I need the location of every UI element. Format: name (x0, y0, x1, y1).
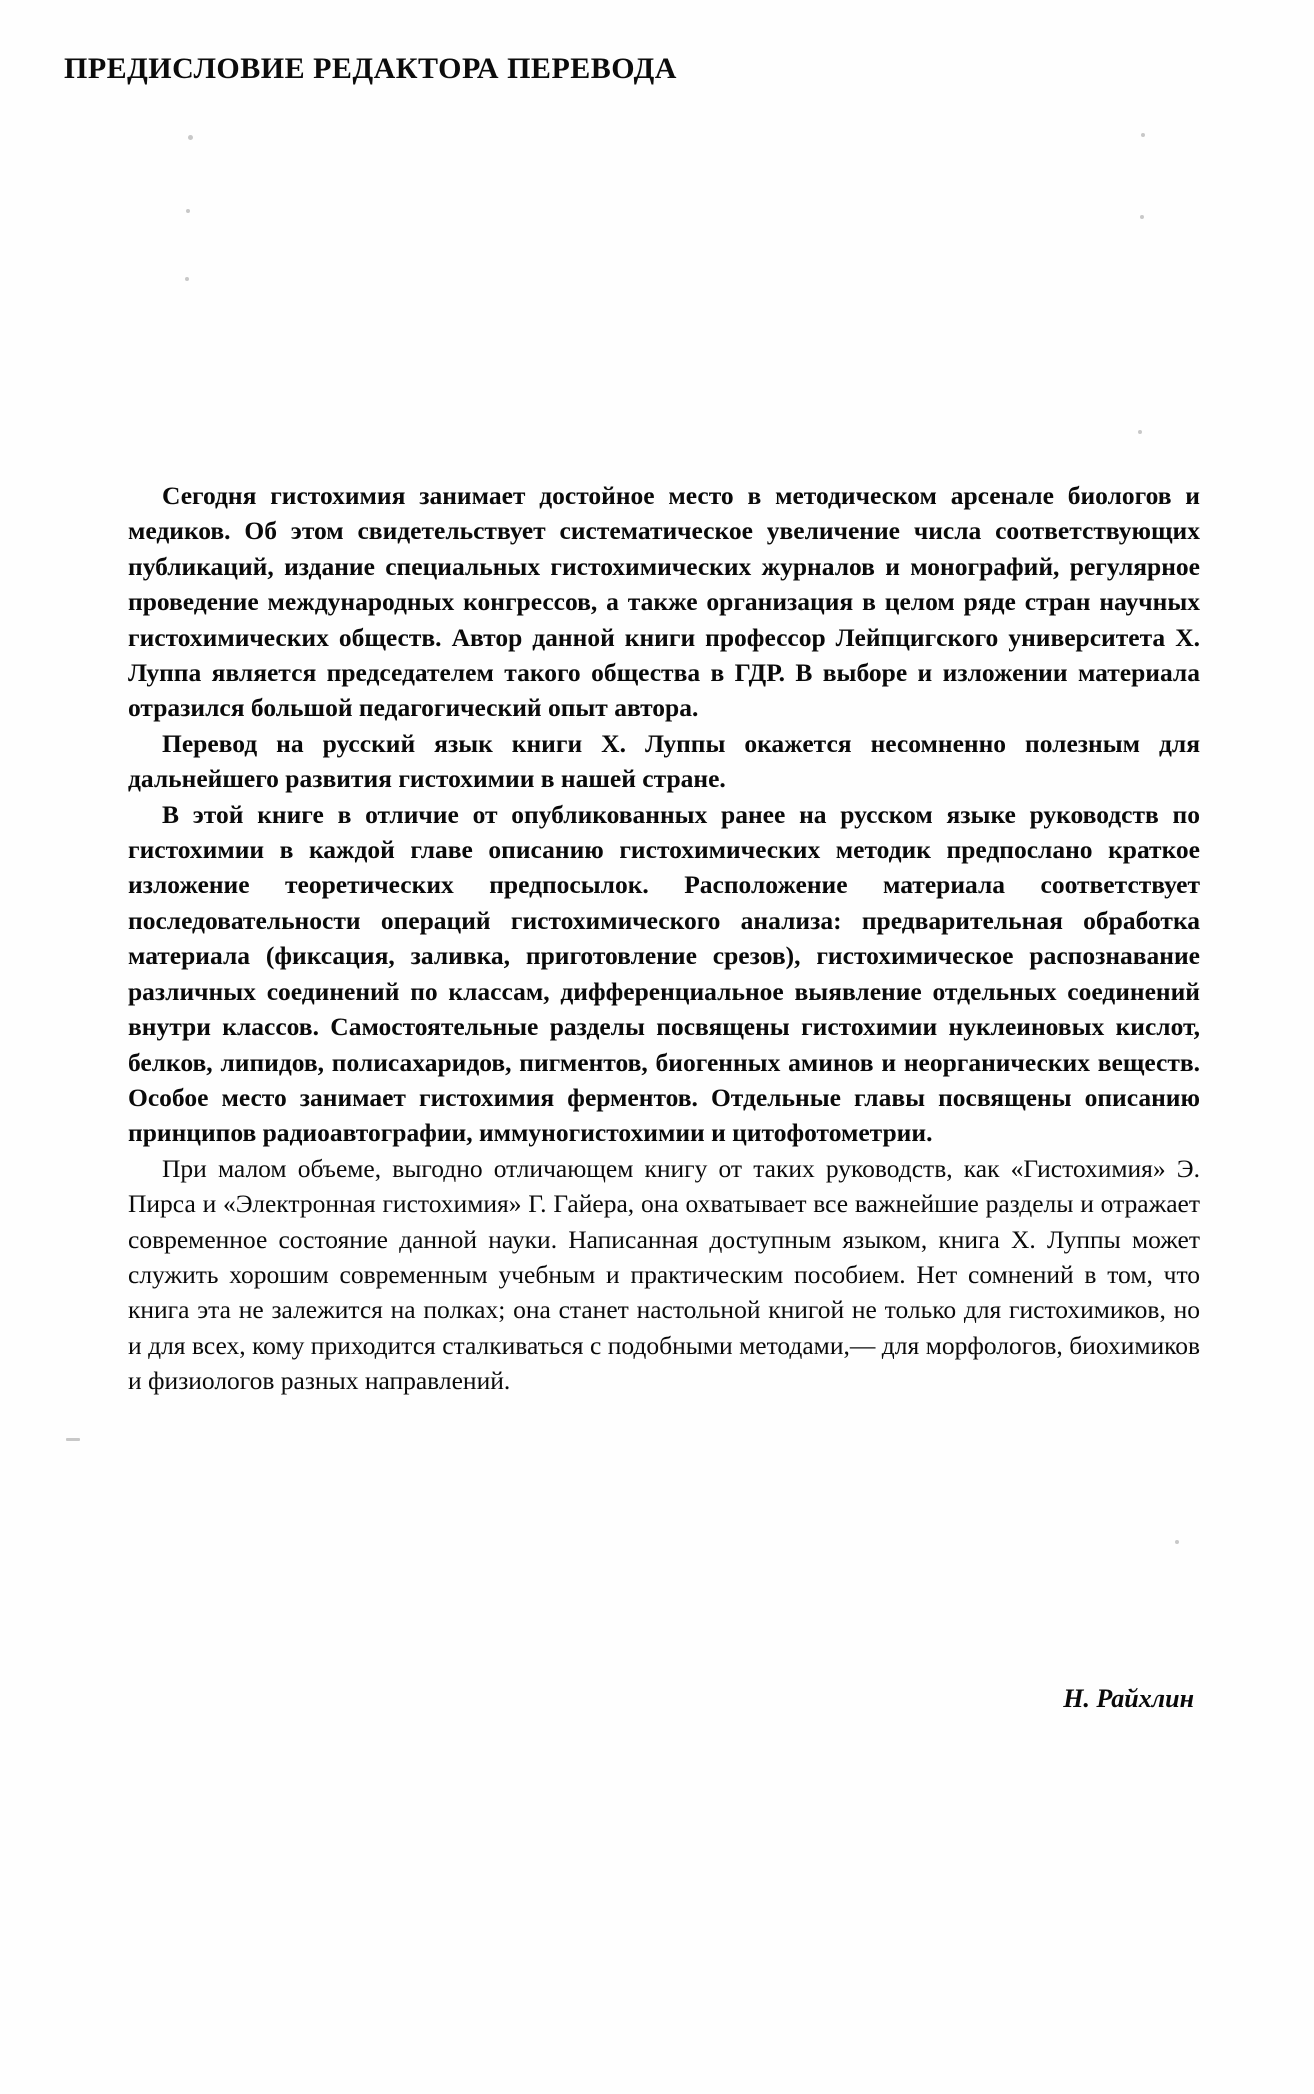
body-text (128, 478, 1200, 1399)
scan-speck-icon (188, 135, 193, 140)
scan-speck-icon (185, 277, 189, 281)
scan-speck-icon (66, 1438, 80, 1441)
scan-speck-icon (1140, 215, 1144, 219)
scan-speck-icon (1175, 1540, 1179, 1544)
signature: Н. Райхлин (1063, 1684, 1194, 1713)
scan-speck-icon (1141, 133, 1145, 137)
paragraph-1: Сегодня гистохимия занимает достойное место в методическом арсенале биологов и медиков. Об этом свидетельствует систематическое увеличение числа соответствующих публикаций, издание специальных гистохимических журналов и монографий, регулярное проведение международных конгрессов, а также организация в целом ряде стран научных гистохимических обществ. Автор данной книги профессор Лейпцигского университета X. Луппа является председателем такого общества в ГДР. В выборе и изложении материала отразился большой педагогический опыт автора. (128, 481, 1200, 723)
scan-speck-icon (186, 209, 190, 213)
paragraph-4: При малом объеме, выгодно отличающем книгу от таких руководств, как «Гистохимия» Э. Пирса и «Электронная гистохимия» Г. Гайера, она охватывает все важнейшие разделы и отражает современное состояние данной науки. Написанная доступным языком, книга X. Луппы может служить хорошим современным учебным и практическим пособием. Нет сомнений в том, что книга эта не залежится на полках; она станет настольной книгой не только для гистохимиков, но и для всех, кому приходится сталкиваться с подобными методами,— для морфологов, биохимиков и физиологов разных направлений. (128, 1153, 1200, 1396)
page-title: ПРЕДИСЛОВИЕ РЕДАКТОРА ПЕРЕВОДА (64, 52, 677, 85)
paragraph-3: В этой книге в отличие от опубликованных ранее на русском языке руководств по гистохимии в каждой главе описанию гистохимических методик предпослано краткое изложение теоретических предпосылок. Расположение материала соответствует последовательности операций гистохимического анализа: предварительная обработка материала (фиксация, заливка, приготовление срезов), гистохимическое распознавание различных соединений по классам, дифференциальное выявление отдельных соединений внутри классов. Самостоятельные разделы посвящены гистохимии нуклеиновых кислот, белков, липидов, полисахаридов, пигментов, биогенных аминов и неорганических веществ. Особое место занимает гистохимия ферментов. Отдельные главы посвящены описанию принципов радиоавтографии, иммуногистохимии и цитофотометрии. (128, 799, 1200, 1148)
paragraph-2: Перевод на русский язык книги X. Луппы окажется несомненно полезным для дальнейшего развития гистохимии в нашей стране. (128, 728, 1200, 794)
scan-speck-icon (1138, 430, 1142, 434)
